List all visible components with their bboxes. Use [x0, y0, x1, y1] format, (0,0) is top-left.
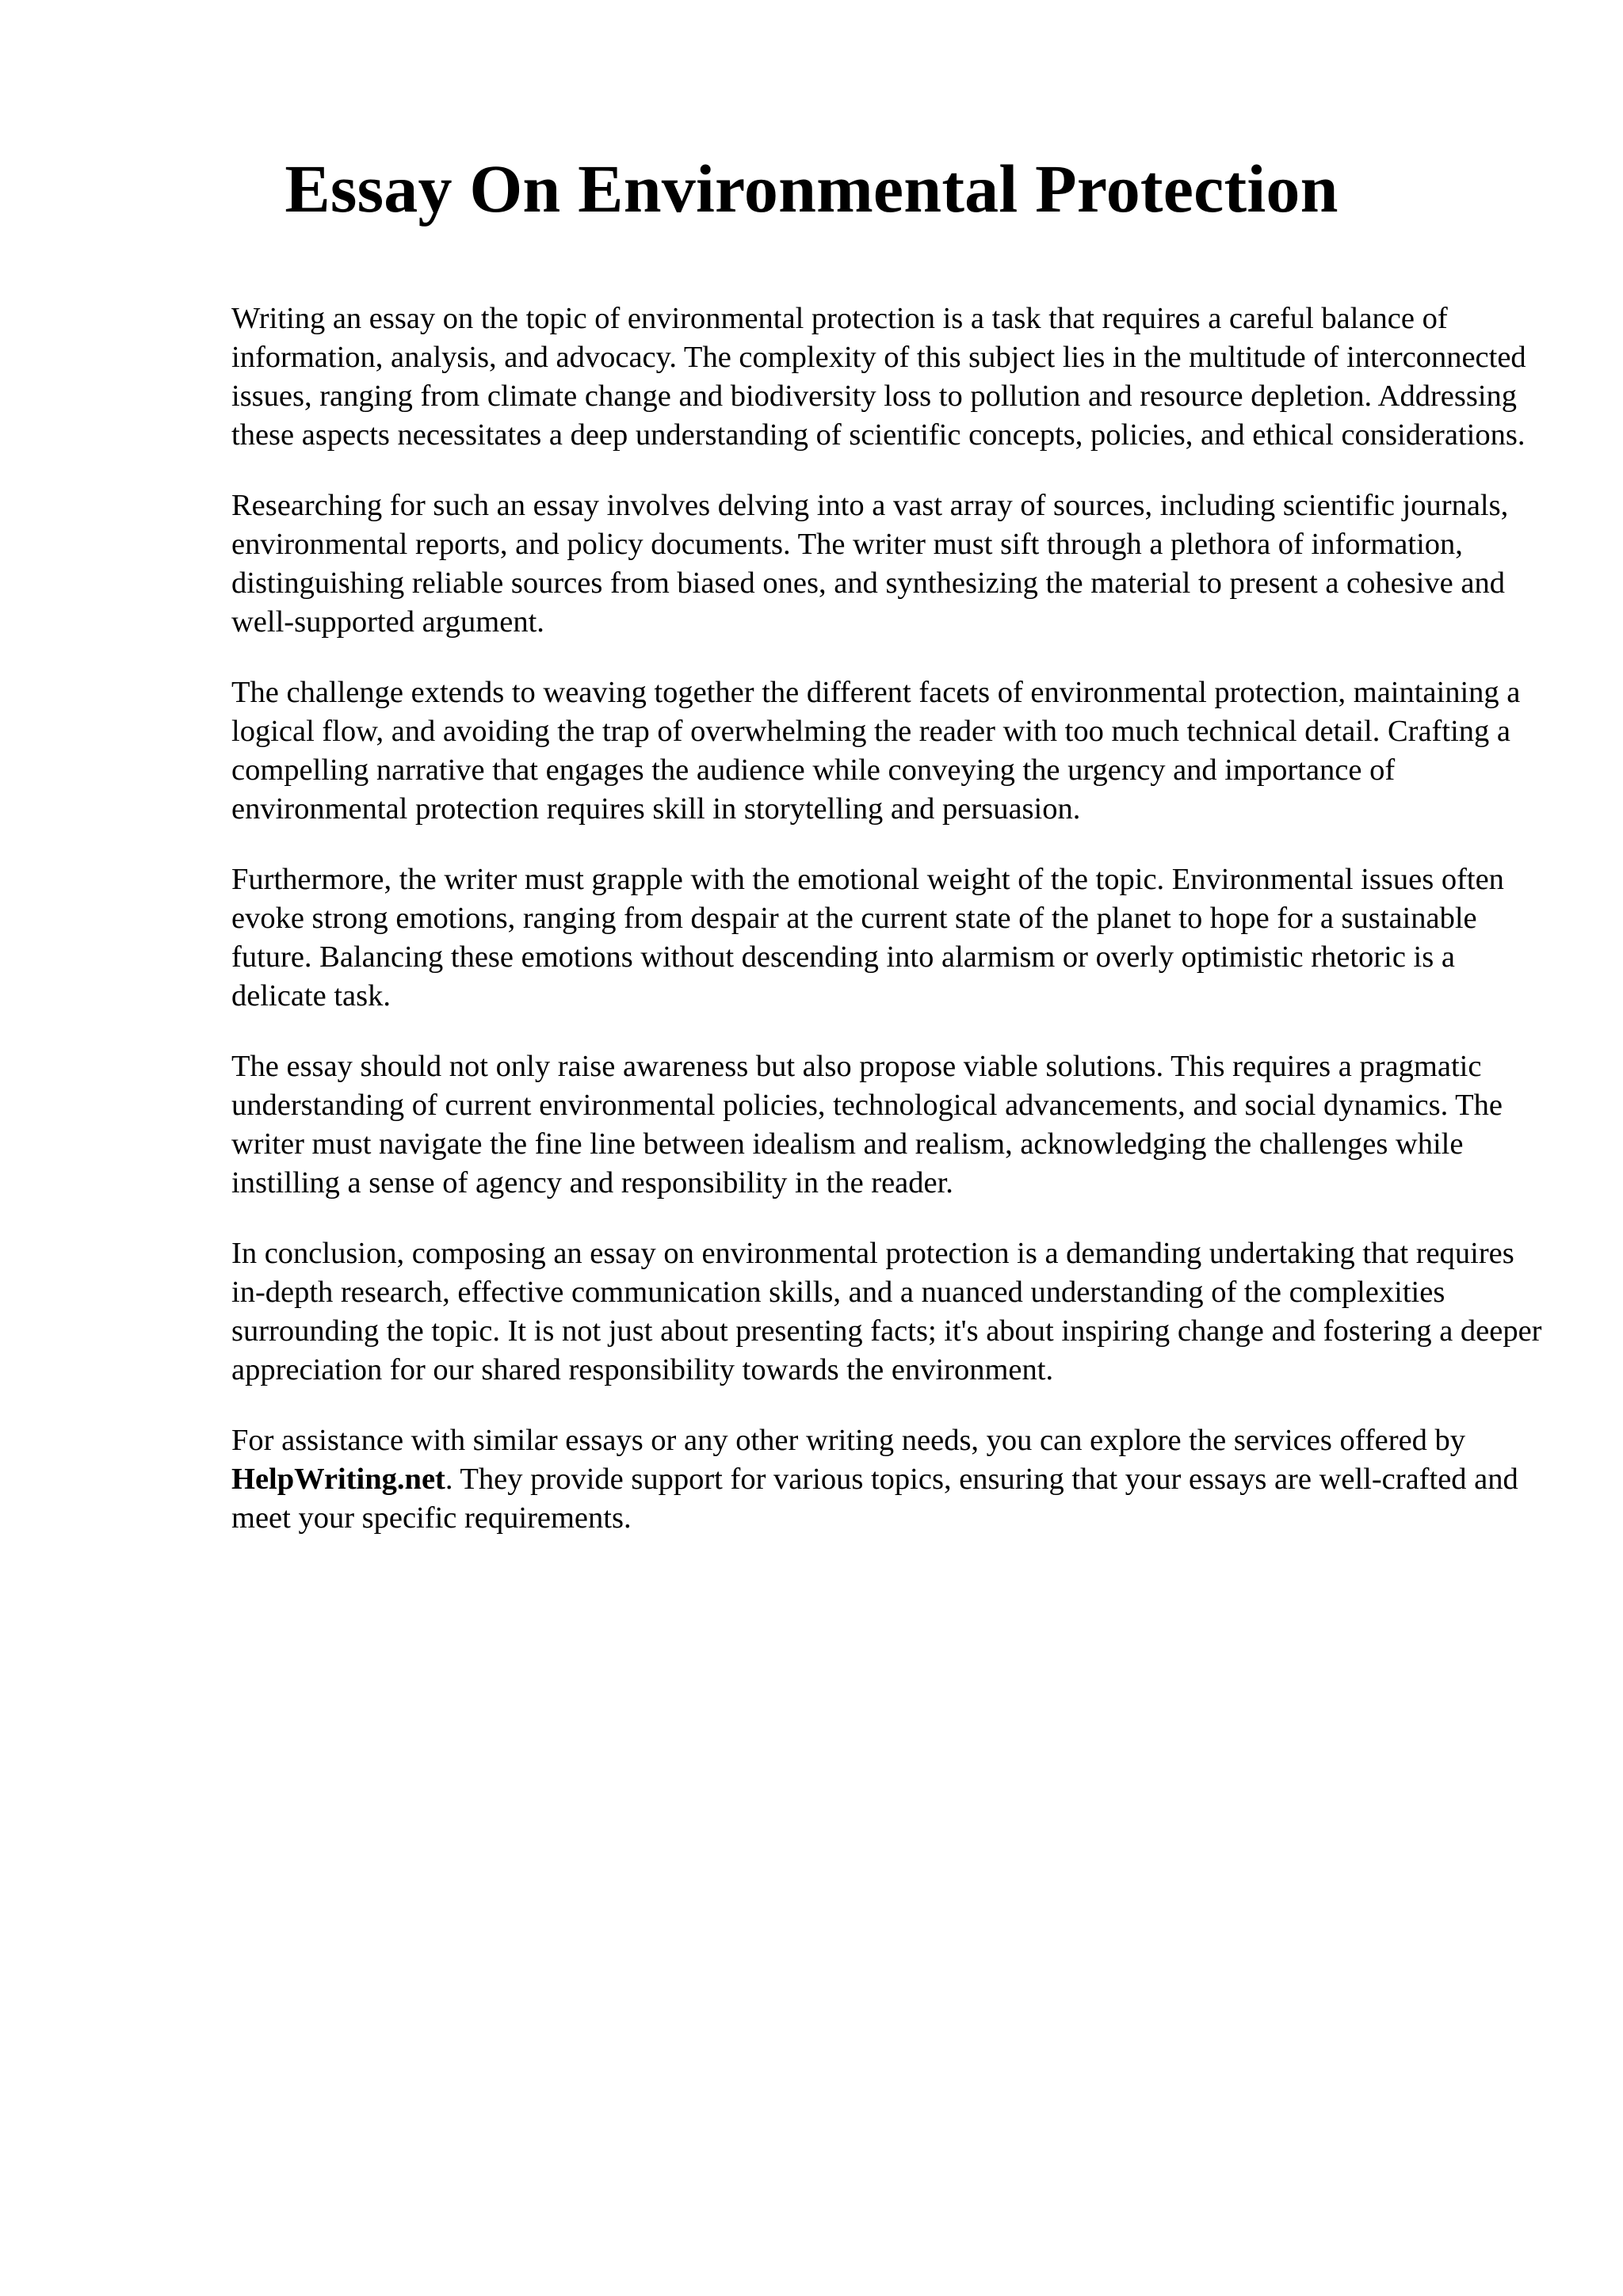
- paragraph-3: The challenge extends to weaving together the different facets of environmental protection, maintaining a logical flow, and avoiding the trap of overwhelming the reader with too much technical detail. Crafting a compelling narrative that engages the audience while conveying the urgency and importance of environmental protection requires skill in storytelling and persuasion.: [231, 676, 1521, 826]
- closing-text-before: For assistance with similar essays or any other writing needs, you can explore the services offered by: [231, 1424, 1466, 1457]
- document-title: Essay On Environmental Protection: [285, 151, 1338, 227]
- paragraph-1: Writing an essay on the topic of environmental protection is a task that requires a careful balance of information, analysis, and advocacy. The complexity of this subject lies in the multitude of interconnected issues, ranging from climate change and biodiversity loss to pollution and resource depletion. Addressing these aspects necessitates a deep understanding of scientific concepts, policies, and ethical considerations.: [231, 302, 1526, 452]
- paragraph-5: The essay should not only raise awareness but also propose viable solutions. This requires a pragmatic understanding of current environmental policies, technological advancements, and social dynamics. The writer must navigate the fine line between idealism and realism, acknowledging the challenges while instilling a sense of agency and responsibility in the reader.: [231, 1050, 1503, 1199]
- helpwriting-link[interactable]: HelpWriting.net: [231, 1463, 445, 1496]
- paragraph-6: In conclusion, composing an essay on environmental protection is a demanding undertaking that requires in-depth research, effective communication skills, and a nuanced understanding of the complexities surrounding the topic. It is not just about presenting facts; it's about inspiring change and fostering a deeper appreciation for our shared responsibility towards the environment.: [231, 1237, 1542, 1386]
- paragraph-2: Researching for such an essay involves delving into a vast array of sources, including scientific journals, environmental reports, and policy documents. The writer must sift through a plethora of information, distinguishing reliable sources from biased ones, and synthesizing the material to present a cohesive and well-supported argument.: [231, 489, 1509, 639]
- closing-text-after: . They provide support for various topics, ensuring that your essays are well-crafted and meet your specific requirements.: [231, 1463, 1518, 1535]
- document-body: [231, 299, 1547, 1569]
- closing-paragraph: [231, 1421, 1547, 1538]
- paragraph-4: Furthermore, the writer must grapple with the emotional weight of the topic. Environmental issues often evoke strong emotions, ranging from despair at the current state of the planet to hope for a sustainable future. Balancing these emotions without descending into alarmism or overly optimistic rhetoric is a delicate task.: [231, 863, 1504, 1013]
